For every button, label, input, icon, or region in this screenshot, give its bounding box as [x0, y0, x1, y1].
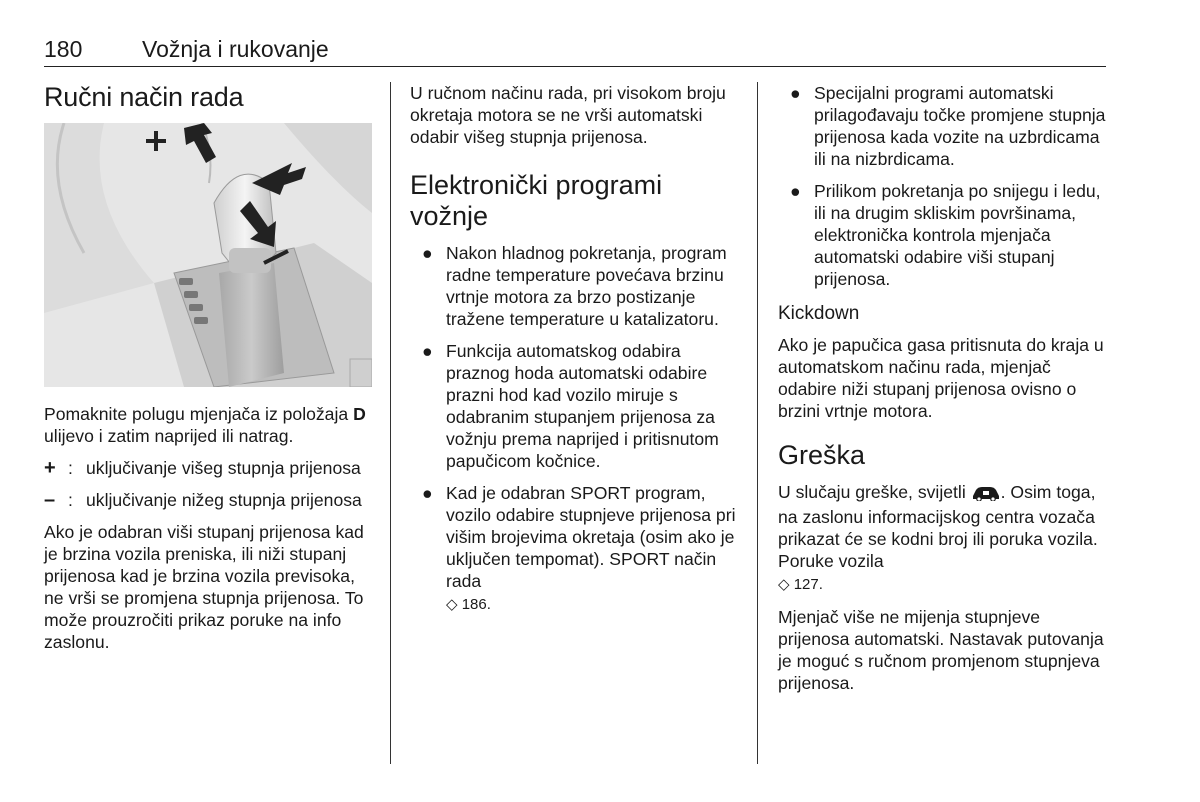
- minus-symbol: –: [44, 489, 56, 511]
- upshift-text: uključivanje višeg stupnja prijenosa: [86, 458, 361, 478]
- bullet-list: [410, 242, 746, 616]
- list-item: [778, 82, 1114, 170]
- page-header: [44, 36, 1106, 67]
- list-item: [410, 482, 746, 616]
- list-item-text: Specijalni programi automatski prilagođavaju točke promjene stupnja prijenosa kada vozite na uzbrdicama ili na nizbrdicama.: [814, 83, 1106, 169]
- section-heading: Greška: [778, 440, 866, 470]
- column-right: [778, 82, 1114, 704]
- bullet-icon: ●: [422, 483, 433, 503]
- bullet-icon: ●: [422, 341, 433, 361]
- gear-position-d: D: [353, 404, 366, 424]
- page-reference-link[interactable]: ◇ 186.: [446, 596, 491, 613]
- section-heading: Elektronički programi vožnje: [410, 170, 663, 231]
- body-paragraph: Mjenjač više ne mijenja stupnjeve prijenosa automatski. Nastavak putovanja je moguć s ručnom promjenom stupnjeva prijenosa.: [778, 607, 1104, 693]
- bullet-icon: ●: [422, 243, 433, 263]
- car-gear-warning-icon: [971, 484, 1001, 506]
- chapter-title: Vožnja i rukovanje: [142, 36, 329, 62]
- bullet-list: [778, 82, 1114, 290]
- column-left: [44, 82, 374, 663]
- list-item-text: Prilikom pokretanja po snijegu i ledu, ili na drugim skliskim površinama, elektronička kontrola mjenjača automatski odabire viši stupanj prijenosa.: [814, 181, 1101, 289]
- downshift-item: [44, 489, 374, 511]
- column-divider: [390, 82, 391, 764]
- bullet-icon: ●: [790, 181, 801, 201]
- list-item-text: Kad je odabran SPORT program, vozilo odabire stupnjeve prijenosa pri višim brojevima okretaja (osim ako je uključen tempomat). SPORT način rada: [446, 483, 736, 591]
- subsection-heading: Kickdown: [778, 303, 860, 324]
- list-item: [410, 242, 746, 330]
- intro-paragraph: [44, 403, 374, 447]
- colon: :: [68, 490, 73, 510]
- page-reference-link[interactable]: ◇ 127.: [778, 576, 823, 593]
- list-item: [410, 340, 746, 472]
- list-item-text: Funkcija automatskog odabira praznog hoda automatski odabire prazni hod kad vozilo miruje s odabranim stupanjem prijenosa za vožnju prema naprijed i pritisnutom papučicom kočnice.: [446, 341, 719, 471]
- text-segment: U slučaju greške, svijetli: [778, 482, 971, 502]
- text-segment: ulijevo i zatim naprijed ili natrag.: [44, 426, 294, 446]
- error-paragraph: [778, 481, 1114, 596]
- plus-symbol: +: [44, 457, 56, 479]
- upshift-item: [44, 457, 374, 479]
- bullet-icon: ●: [790, 83, 801, 103]
- body-paragraph: Ako je odabran viši stupanj prijenosa kad je brzina vozila preniska, ili niži stupanj prijenosa kad je brzina vozila previsoka, ne vrši se promjena stupnja prijenosa. To može prouzročiti prikaz poruke na info zaslonu.: [44, 522, 364, 652]
- section-title: Ručni način rada: [44, 82, 244, 112]
- downshift-text: uključivanje nižeg stupnja prijenosa: [86, 490, 362, 510]
- body-paragraph: Ako je papučica gasa pritisnuta do kraja u automatskom načinu rada, mjenjač odabire niži stupanj prijenosa ovisno o brzini vrtnje motora.: [778, 335, 1104, 421]
- column-middle: [410, 82, 746, 628]
- text-segment: . Osim toga, na zaslonu informacijskog centra vozača prikazat će se kodni broj ili poruka vozila. Poruke vozila: [778, 482, 1098, 571]
- body-paragraph: U ručnom načinu rada, pri visokom broju okretaja motora se ne vrši automatski odabir višeg stupnja prijenosa.: [410, 83, 726, 147]
- text-segment: Pomaknite polugu mjenjača iz položaja: [44, 404, 354, 424]
- gear-shifter-illustration: [44, 123, 372, 387]
- list-item-text: Nakon hladnog pokretanja, program radne temperature povećava brzinu vrtnje motora za brzo postizanje tražene temperature u katalizatoru.: [446, 243, 727, 329]
- list-item: [778, 180, 1114, 290]
- column-divider: [757, 82, 758, 764]
- colon: :: [68, 458, 73, 478]
- page-number: 180: [44, 36, 83, 62]
